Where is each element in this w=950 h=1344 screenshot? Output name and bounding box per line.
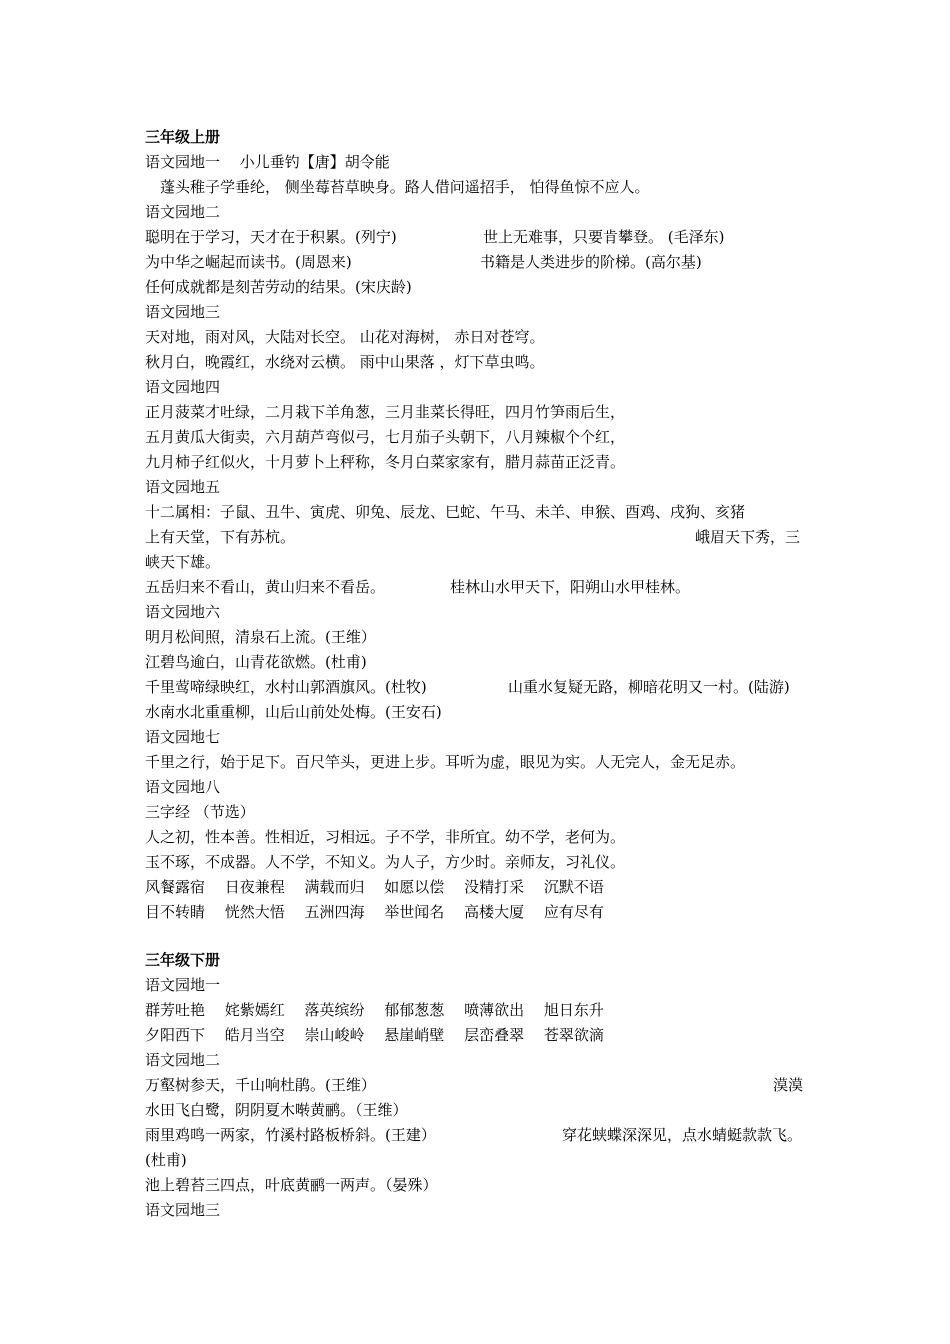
text-line: 峡天下雄。	[145, 553, 221, 571]
text-line: 语文园地三	[145, 303, 221, 321]
text-line-right: 书籍是人类进步的阶梯。(高尔基)	[480, 253, 702, 271]
text-line: 语文园地五	[145, 478, 221, 496]
text-line-right: 峨眉天下秀，三	[695, 528, 801, 546]
text-line: 为中华之崛起而读书。(周恩来)	[145, 253, 352, 271]
text-line: 任何成就都是刻苦劳动的结果。(宋庆龄)	[145, 278, 412, 296]
section-heading: 三年级上册	[145, 128, 221, 146]
text-line-right: 桂林山水甲天下，阳朔山水甲桂林。	[450, 578, 691, 596]
text-line: 玉不琢，不成器。人不学，不知义。为人子，方少时。亲师友，习礼仪。	[145, 853, 626, 871]
text-line: 群芳吐艳 姹紫嫣红 落英缤纷 郁郁葱葱 喷薄欲出 旭日东升	[145, 1001, 604, 1019]
text-line-right: 山重水复疑无路，柳暗花明又一村。(陆游)	[508, 678, 790, 696]
text-line: 水南水北重重柳，山后山前处处梅。(王安石)	[145, 703, 442, 721]
text-line: 语文园地八	[145, 778, 221, 796]
text-line: 千里之行，始于足下。百尺竿头，更进上步。耳听为虚，眼见为实。人无完人，金无足赤。	[145, 753, 746, 771]
text-line: 语文园地六	[145, 603, 221, 621]
text-line: 语文园地七	[145, 728, 221, 746]
text-line: 十二属相：子鼠、丑牛、寅虎、卯兔、辰龙、巳蛇、午马、未羊、申猴、酉鸡、戌狗、亥猪	[145, 503, 746, 521]
text-line: 江碧鸟逾白，山青花欲燃。(杜甫)	[145, 653, 367, 671]
text-line: 明月松间照，清泉石上流。(王维）	[145, 628, 376, 646]
text-line: 聪明在于学习，天才在于积累。(列宁)	[145, 228, 397, 246]
text-line: 语文园地一 小儿垂钓【唐】胡令能	[145, 153, 390, 171]
text-line: 千里莺啼绿映红，水村山郭酒旗风。(杜牧)	[145, 678, 427, 696]
text-line-right: 穿花蛱蝶深深见，点水蜻蜓款款飞。	[562, 1126, 803, 1144]
text-line: 蓬头稚子学垂纶， 侧坐莓苔草映身。路人借问遥招手， 怕得鱼惊不应人。	[145, 178, 650, 196]
text-line: (杜甫)	[145, 1151, 187, 1169]
text-line: 目不转睛 恍然大悟 五洲四海 举世闻名 高楼大厦 应有尽有	[145, 903, 604, 921]
text-line: 夕阳西下 皓月当空 崇山峻岭 悬崖峭壁 层峦叠翠 苍翠欲滴	[145, 1026, 604, 1044]
text-line: 五月黄瓜大街卖，六月葫芦弯似弓，七月茄子头朝下，八月辣椒个个红，	[145, 428, 626, 446]
text-line: 语文园地一	[145, 976, 221, 994]
text-line: 五岳归来不看山，黄山归来不看岳。	[145, 578, 386, 596]
text-line: 上有天堂，下有苏杭。	[145, 528, 296, 546]
text-line: 天对地，雨对风，大陆对长空。 山花对海树， 赤日对苍穹。	[145, 328, 545, 346]
text-line: 水田飞白鹭，阴阴夏木啭黄鹂。（王维）	[145, 1101, 408, 1119]
text-line: 池上碧苔三四点，叶底黄鹂一两声。（晏殊）	[145, 1176, 438, 1194]
text-line: 三字经 （节选）	[145, 803, 255, 821]
text-line: 万壑树参天，千山响杜鹃。(王维）	[145, 1076, 376, 1094]
text-line: 正月菠菜才吐绿，二月栽下羊角葱，三月韭菜长得旺，四月竹笋雨后生，	[145, 403, 626, 421]
text-line: 语文园地二	[145, 203, 221, 221]
section-heading: 三年级下册	[145, 951, 221, 969]
text-line: 风餐露宿 日夜兼程 满载而归 如愿以偿 没精打采 沉默不语	[145, 878, 604, 896]
text-line: 语文园地四	[145, 378, 221, 396]
text-line: 语文园地二	[145, 1051, 221, 1069]
text-line: 秋月白，晚霞红，水绕对云横。 雨中山果落 ，灯下草虫鸣。	[145, 353, 545, 371]
text-line-right: 漠漠	[773, 1076, 804, 1094]
text-line: 人之初，性本善。性相近，习相远。子不学，非所宜。幼不学，老何为。	[145, 828, 626, 846]
text-line-right: 世上无难事，只要肯攀登。 (毛泽东)	[483, 228, 725, 246]
text-line: 语文园地三	[145, 1201, 221, 1219]
text-line: 雨里鸡鸣一两家，竹溪村路板桥斜。(王建）	[145, 1126, 436, 1144]
text-line: 九月柿子红似火，十月萝卜上秤称，冬月白菜家家有，腊月蒜苗正泛青。	[145, 453, 626, 471]
